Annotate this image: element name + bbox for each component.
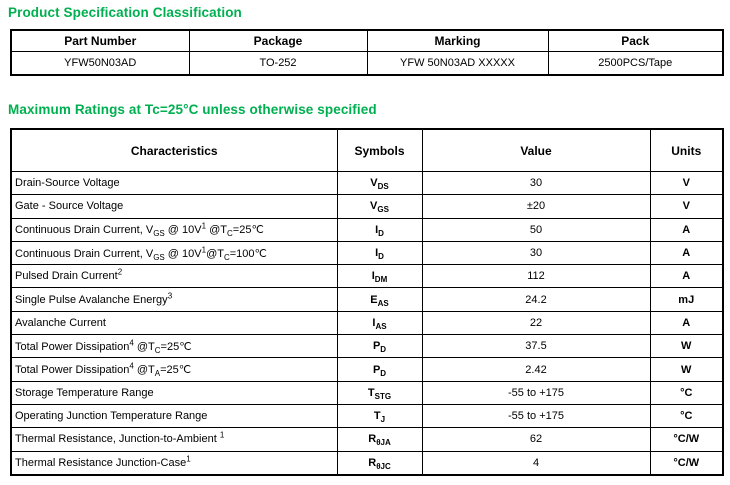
unit-cell: mJ [650,288,723,311]
unit-cell: °C [650,404,723,427]
section-title-product-classification: Product Specification Classification [8,5,242,20]
pack-cell: 2500PCS/Tape [548,52,723,76]
part-number-cell: YFW50N03AD [11,52,189,76]
unit-cell: V [650,172,723,195]
symbol-cell: $R_{\theta JC}$ [337,451,422,475]
symbol-cell: $V_{GS}$ [337,195,422,218]
characteristic-cell: Total Power Dissipation$^4$ $@T_A=25℃$ [11,358,337,381]
value-cell: 22 [422,311,650,334]
characteristic-cell: Continuous Drain Current, $V_{GS}$ @ $10V^1$ $@T_C=25℃$ [11,218,337,241]
characteristic-cell: Pulsed Drain Current$^2$ [11,265,337,288]
ratings-row [11,265,723,288]
column-header-marking: Marking [367,30,548,52]
symbol-cell: $V_{DS}$ [337,172,422,195]
symbol-cell: $I_D$ [337,241,422,264]
value-cell: -55 to +175 [422,404,650,427]
unit-cell: A [650,265,723,288]
characteristic-cell: Storage Temperature Range [11,381,337,404]
column-header-units: Units [650,129,723,172]
characteristic-cell: Avalanche Current [11,311,337,334]
value-cell: 24.2 [422,288,650,311]
characteristic-cell: Thermal Resistance Junction-Case$^1$ [11,451,337,475]
symbol-cell: $I_D$ [337,218,422,241]
symbol-cell: $P_D$ [337,335,422,358]
product-classification-table [10,29,724,76]
symbol-cell: $I_{DM}$ [337,265,422,288]
value-cell: 4 [422,451,650,475]
value-cell: 2.42 [422,358,650,381]
ratings-row [11,172,723,195]
column-header-pack: Pack [548,30,723,52]
characteristic-cell: Drain-Source Voltage [11,172,337,195]
unit-cell: A [650,218,723,241]
unit-cell: °C/W [650,428,723,451]
unit-cell: A [650,311,723,334]
ratings-row [11,381,723,404]
characteristic-cell: Operating Junction Temperature Range [11,404,337,427]
table-row [11,52,723,76]
value-cell: -55 to +175 [422,381,650,404]
characteristic-cell: Thermal Resistance, Junction-to-Ambient $^1$ [11,428,337,451]
unit-cell: °C/W [650,451,723,475]
ratings-row [11,288,723,311]
column-header-value: Value [422,129,650,172]
column-header-characteristics: Characteristics [11,129,337,172]
ratings-row [11,218,723,241]
unit-cell: °C [650,381,723,404]
value-cell: 50 [422,218,650,241]
value-cell: 37.5 [422,335,650,358]
characteristic-cell: Gate - Source Voltage [11,195,337,218]
ratings-row [11,358,723,381]
package-cell: TO-252 [189,52,367,76]
ratings-row [11,241,723,264]
ratings-row [11,404,723,427]
column-header-package: Package [189,30,367,52]
ratings-row [11,311,723,334]
ratings-row [11,335,723,358]
symbol-cell: $T_{STG}$ [337,381,422,404]
unit-cell: A [650,241,723,264]
symbol-cell: $P_D$ [337,358,422,381]
maximum-ratings-table [10,128,724,476]
unit-cell: V [650,195,723,218]
table-header-row [11,30,723,52]
symbol-cell: $I_{AS}$ [337,311,422,334]
ratings-row [11,195,723,218]
column-header-symbols: Symbols [337,129,422,172]
ratings-row [11,451,723,475]
table-header-row [11,129,723,172]
characteristic-cell: Continuous Drain Current, $V_{GS}$ @ $10V^1@T_C=100℃$ [11,241,337,264]
unit-cell: W [650,358,723,381]
column-header-part-number: Part Number [11,30,189,52]
section-title-maximum-ratings: Maximum Ratings at Tc=25°C unless otherwise specified [8,102,377,117]
symbol-cell: $R_{\theta JA}$ [337,428,422,451]
characteristic-cell: Single Pulse Avalanche Energy$^3$ [11,288,337,311]
unit-cell: W [650,335,723,358]
value-cell: 62 [422,428,650,451]
value-cell: 30 [422,172,650,195]
symbol-cell: $T_J$ [337,404,422,427]
symbol-cell: $E_{AS}$ [337,288,422,311]
value-cell: 30 [422,241,650,264]
ratings-row [11,428,723,451]
value-cell: ±20 [422,195,650,218]
characteristic-cell: Total Power Dissipation$^4$ $@T_C=25℃$ [11,335,337,358]
marking-cell: YFW 50N03AD XXXXX [367,52,548,76]
value-cell: 112 [422,265,650,288]
